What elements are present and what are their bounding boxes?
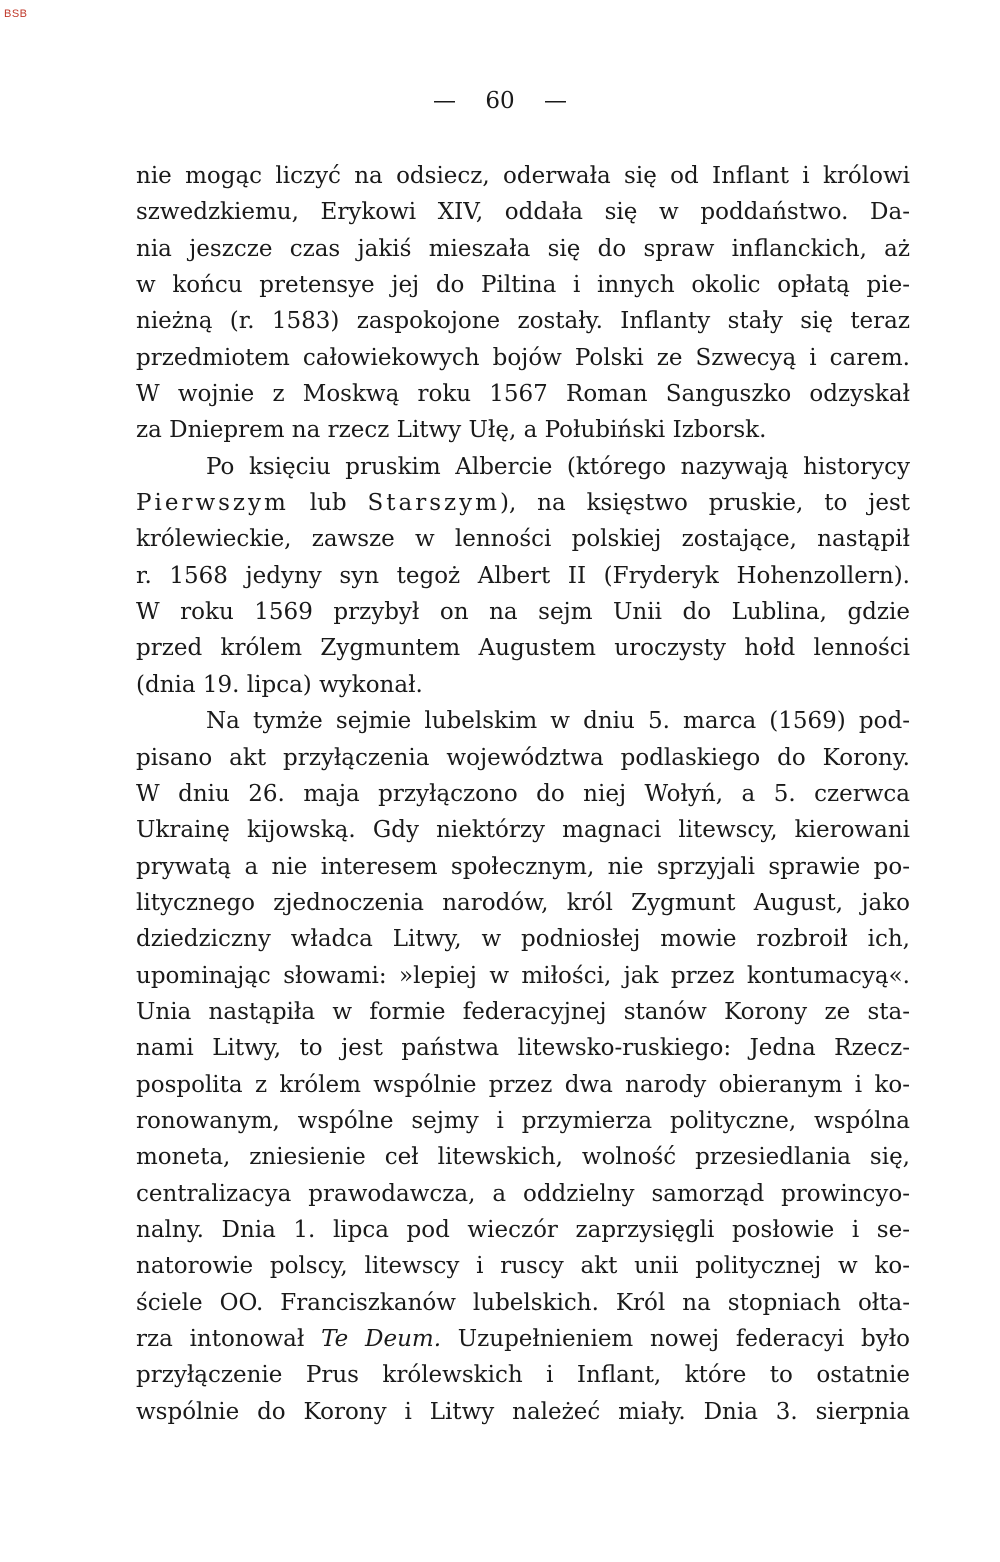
text-line: W dniu 26. maja przyłączono do niej Wołyń, a 5. czerwca	[136, 780, 910, 807]
italic-phrase: Te Deum.	[321, 1326, 442, 1352]
text-line: Po księciu pruskim Albercie (którego nazywają historycy	[206, 453, 910, 480]
text-line: szwedzkiemu, Erykowi XIV, oddała się w poddaństwo. Da-	[136, 199, 910, 226]
text-line: ściele OO. Franciszkanów lubelskich. Król na stopniach ołta-	[136, 1289, 910, 1316]
spaced-word: Starszym	[367, 490, 500, 517]
text-line: ronowanym, wspólne sejmy i przymierza polityczne, wspólna	[136, 1107, 910, 1134]
text-line: nie mogąc liczyć na odsiecz, oderwała się od Inflant i królowi	[136, 163, 910, 189]
text-fragment: lub	[288, 490, 368, 517]
text-line: pisano akt przyłączenia województwa podlaskiego do Korony.	[136, 744, 910, 771]
header-dash-left: —	[433, 88, 457, 114]
page-number: 60	[485, 88, 515, 114]
text-line: Unia nastąpiła w formie federacyjnej stanów Korony ze sta-	[136, 998, 910, 1025]
text-line: upominając słowami: »lepiej w miłości, jak przez kontumacyą«.	[136, 962, 910, 989]
text-line: przedmiotem całowiekowych bojów Polski ze Szwecyą i carem.	[136, 344, 910, 371]
text-line: za Dnieprem na rzecz Litwy Ułę, a Połubiński Izborsk.	[136, 417, 767, 444]
text-line: w końcu pretensye jej do Piltina i innych okolic opłatą pie-	[136, 272, 910, 299]
text-line: nalny. Dnia 1. lipca pod wieczór zaprzysięgli posłowie i se-	[136, 1216, 910, 1243]
text-line: natorowie polscy, litewscy i ruscy akt unii politycznej w ko-	[136, 1253, 910, 1280]
text-line: przyłączenie Prus królewskich i Inflant, które to ostatnie	[136, 1362, 910, 1389]
text-fragment: ), na księstwo pruskie, to jest	[499, 490, 910, 517]
text-line: Ukrainę kijowską. Gdy niektórzy magnaci litewscy, kierowani	[136, 817, 910, 844]
page-header	[0, 88, 1000, 114]
text-line: W wojnie z Moskwą roku 1567 Roman Sanguszko odzyskał	[136, 381, 910, 408]
text-line: nami Litwy, to jest państwa litewsko-ruskiego: Jedna Rzecz-	[136, 1035, 910, 1062]
text-fragment: rza intonował	[136, 1326, 322, 1352]
text-line: Na tymże sejmie lubelskim w dniu 5. marca (1569) pod-	[206, 708, 910, 735]
text-line: wspólnie do Korony i Litwy należeć miały. Dnia 3. sierpnia	[136, 1398, 910, 1425]
text-line: W roku 1569 przybył on na sejm Unii do Lublina, gdzie	[136, 599, 910, 626]
text-fragment: Uzupełnieniem nowej federacyi było	[441, 1326, 910, 1352]
text-line: centralizacya prawodawcza, a oddzielny samorząd prowincyo-	[136, 1180, 910, 1207]
text-line: (dnia 19. lipca) wykonał.	[136, 671, 423, 698]
text-line-spaced	[136, 485, 910, 521]
text-line: pospolita z królem wspólnie przez dwa narody obieranym i ko-	[136, 1071, 910, 1098]
text-line: przed królem Zygmuntem Augustem uroczysty hołd lenności	[136, 635, 910, 662]
spaced-word: Pierwszym	[136, 490, 289, 517]
text-line: dziedziczny władca Litwy, w podniosłej mowie rozbroił ich,	[136, 926, 910, 953]
text-line: moneta, zniesienie ceł litewskich, wolność przesiedlania się,	[136, 1144, 910, 1171]
text-line: litycznego zjednoczenia narodów, król Zygmunt August, jako	[136, 889, 910, 916]
library-stamp: BSB	[4, 8, 28, 20]
text-line: prywatą a nie interesem społecznym, nie sprzyjali sprawie po-	[136, 853, 910, 880]
text-line: r. 1568 jedyny syn tegoż Albert II (Fryderyk Hohenzollern).	[136, 562, 910, 589]
body-text	[136, 158, 910, 1430]
text-line: nia jeszcze czas jakiś mieszała się do spraw inflanckich, aż	[136, 235, 910, 262]
text-line: nieżną (r. 1583) zaspokojone zostały. Inflanty stały się teraz	[136, 308, 910, 335]
text-line: królewieckie, zawsze w lenności polskiej zostające, nastąpił	[136, 526, 910, 553]
header-dash-right: —	[543, 88, 567, 114]
text-line-italic	[136, 1321, 910, 1357]
